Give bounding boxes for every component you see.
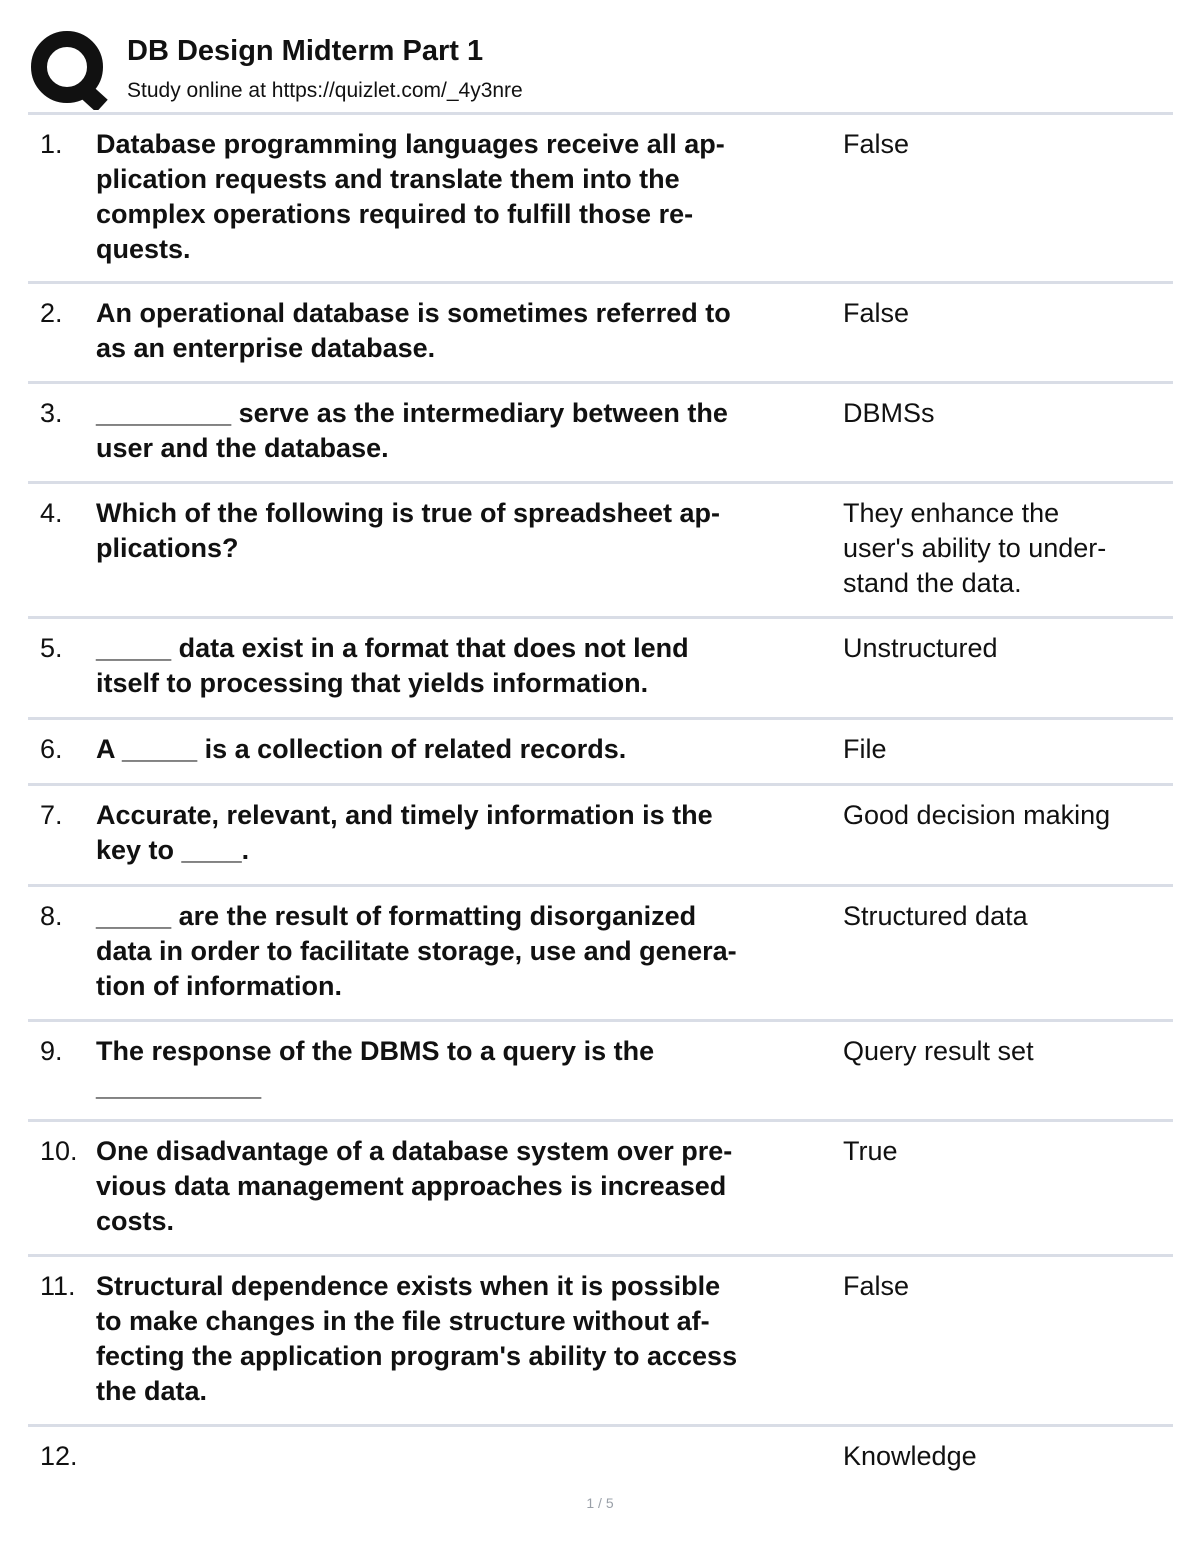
card-definition: False bbox=[843, 298, 910, 328]
card-number: 8. bbox=[40, 901, 63, 931]
card-number: 4. bbox=[40, 498, 63, 528]
card-term: _________ serve as the intermediary between the user and the database. bbox=[96, 398, 728, 463]
flashcard-row bbox=[28, 1022, 1173, 1122]
card-definition: Knowledge bbox=[843, 1441, 977, 1471]
card-term: A _____ is a collection of related records. bbox=[96, 734, 627, 764]
card-number: 2. bbox=[40, 298, 63, 328]
card-number: 3. bbox=[40, 398, 63, 428]
card-number: 7. bbox=[40, 800, 63, 830]
card-term: Accurate, relevant, and timely information is the key to ____. bbox=[96, 800, 713, 865]
card-definition: Structured data bbox=[843, 901, 1028, 931]
card-term: _____ data exist in a format that does not lend itself to processing that yields information. bbox=[96, 633, 689, 698]
study-online-link[interactable]: Study online at https://quizlet.com/_4y3nre bbox=[127, 79, 523, 102]
page-number: 1 / 5 bbox=[586, 1495, 614, 1511]
card-term: Which of the following is true of spreadsheet ap- plications? bbox=[96, 498, 721, 563]
flashcard-row bbox=[28, 115, 1173, 284]
card-definition: DBMSs bbox=[843, 398, 935, 428]
card-term: _____ are the result of formatting disorganized data in order to facilitate storage, use and genera- tion of information. bbox=[96, 901, 737, 1001]
card-definition: False bbox=[843, 129, 910, 159]
card-definition: True bbox=[843, 1136, 898, 1166]
card-term: An operational database is sometimes referred to as an enterprise database. bbox=[96, 298, 731, 363]
card-term: Database programming languages receive all ap- plication requests and translate them into the complex operations required to fulfill those re- quests. bbox=[96, 129, 725, 264]
flashcard-row bbox=[28, 1122, 1173, 1257]
card-number: 10. bbox=[40, 1136, 78, 1166]
card-number: 5. bbox=[40, 633, 63, 663]
flashcard-row bbox=[28, 484, 1173, 619]
page-title: DB Design Midterm Part 1 bbox=[127, 35, 484, 67]
card-number: 6. bbox=[40, 734, 63, 764]
card-definition: Unstructured bbox=[843, 633, 998, 663]
flashcard-row bbox=[28, 284, 1173, 384]
card-number: 9. bbox=[40, 1036, 63, 1066]
card-number: 11. bbox=[40, 1271, 76, 1301]
flashcard-row bbox=[28, 619, 1173, 720]
card-term: One disadvantage of a database system over pre- vious data management approaches is increased costs. bbox=[96, 1136, 733, 1236]
card-term: Structural dependence exists when it is possible to make changes in the file structure without af- fecting the application program's ability to access the data. bbox=[96, 1271, 738, 1406]
flashcard-row bbox=[28, 1257, 1173, 1427]
card-number: 1. bbox=[40, 129, 63, 159]
card-number: 12. bbox=[40, 1441, 78, 1471]
flashcard-row bbox=[28, 786, 1173, 887]
card-definition: Good decision making bbox=[843, 800, 1111, 830]
card-definition: Query result set bbox=[843, 1036, 1034, 1066]
quizlet-logo-icon bbox=[30, 30, 110, 110]
card-definition: They enhance the user's ability to under- stand the data. bbox=[843, 498, 1107, 598]
flashcard-row bbox=[28, 887, 1173, 1022]
flashcard-list bbox=[28, 115, 1173, 1487]
page-header bbox=[30, 30, 1172, 110]
card-definition: False bbox=[843, 1271, 910, 1301]
flashcard-row bbox=[28, 1427, 1173, 1487]
flashcard-row bbox=[28, 384, 1173, 484]
card-definition: File bbox=[843, 734, 887, 764]
card-term: The response of the DBMS to a query is the ___________ bbox=[96, 1036, 655, 1101]
flashcard-row bbox=[28, 720, 1173, 786]
